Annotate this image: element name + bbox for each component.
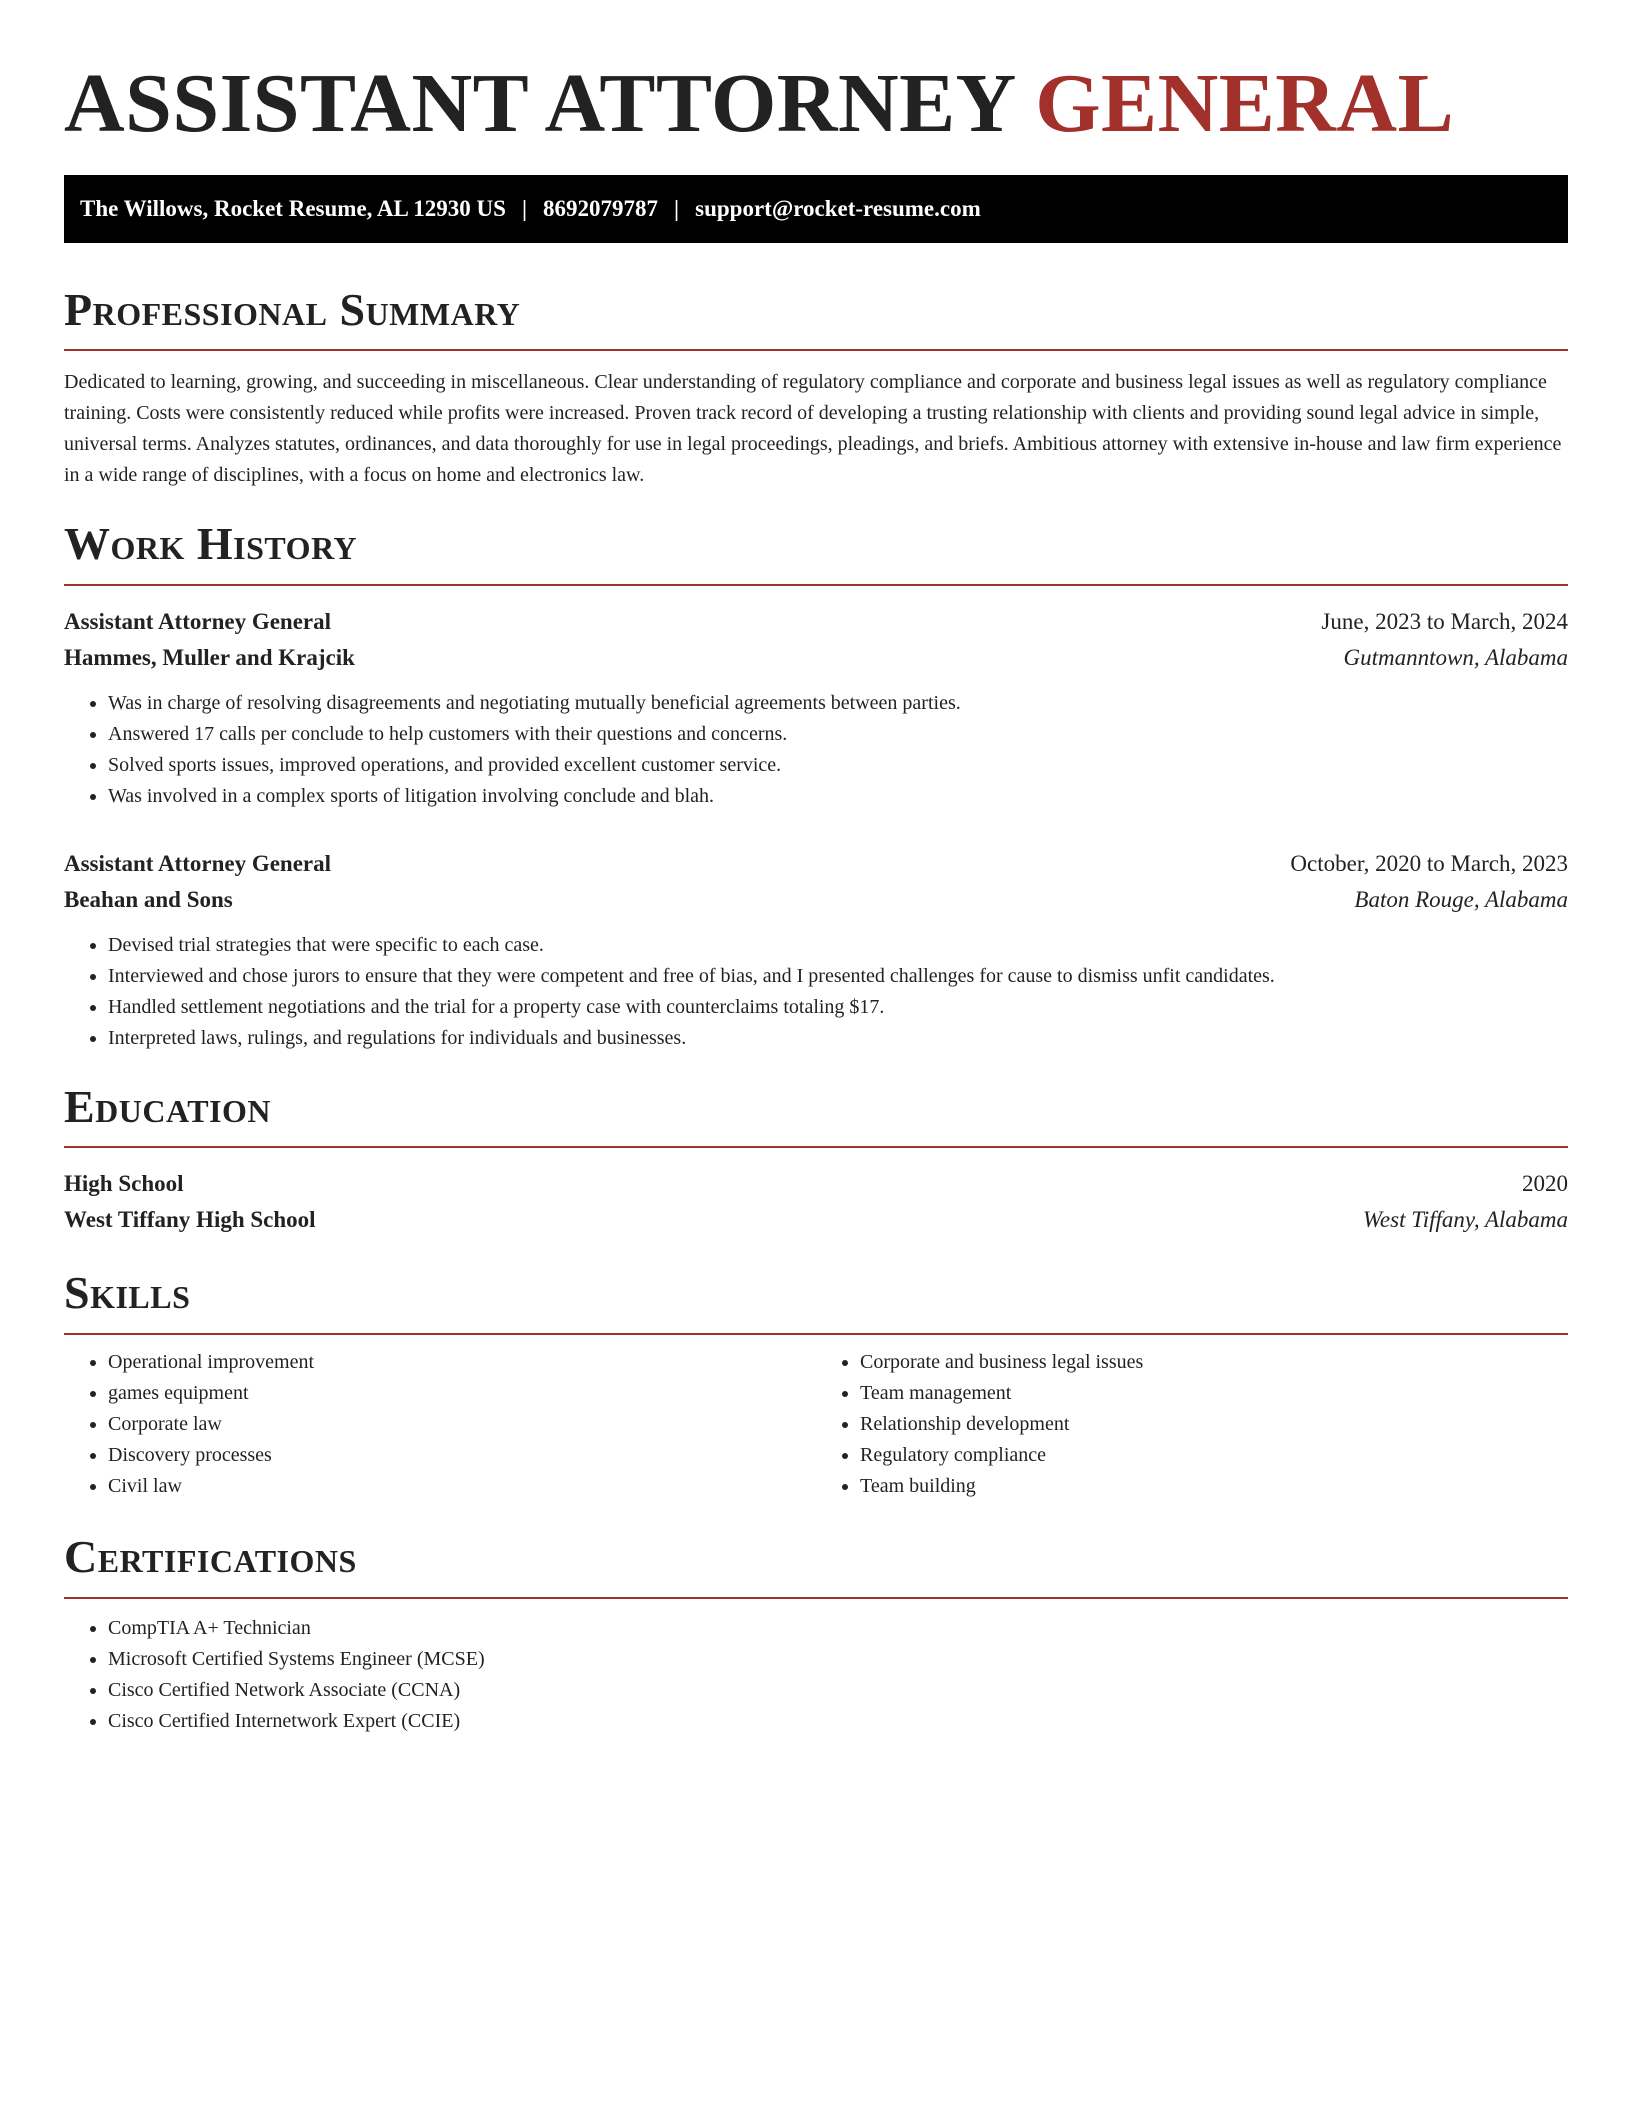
education-school: West Tiffany High School xyxy=(64,1207,316,1233)
skill-item: • Regulatory compliance xyxy=(860,1440,1568,1471)
job-bullet: • Devised trial strategies that were specific to each case. xyxy=(108,930,1568,961)
job-bullets xyxy=(64,930,1568,1054)
name-last: GENERAL xyxy=(1035,57,1455,150)
job-bullet: • Was involved in a complex sports of litigation involving conclude and blah. xyxy=(108,781,1568,812)
section-title-skills: Skills xyxy=(64,1268,1568,1335)
skill-item: • Team building xyxy=(860,1471,1568,1502)
job-location: Gutmanntown, Alabama xyxy=(1343,644,1568,670)
education-degree-row xyxy=(64,1166,1568,1202)
section-title-summary: Professional Summary xyxy=(64,285,1568,352)
skill-item: • Corporate and business legal issues xyxy=(860,1347,1568,1378)
certification-item: • CompTIA A+ Technician xyxy=(108,1613,1568,1644)
job-entry xyxy=(64,846,1568,1054)
job-location: Baton Rouge, Alabama xyxy=(1354,886,1568,912)
summary-text: Dedicated to learning, growing, and succeeding in miscellaneous. Clear understanding of regulatory compliance and corporate and business legal issues as well as regulatory compliance training. Costs were consistently reduced while profits were increased. Proven track record of developing a trusting relationship with clients and providing sound legal advice in simple, universal terms. Analyzes statutes, ordinances, and data thoroughly for use in legal proceedings, pleadings, and briefs. Ambitious attorney with extensive in-house and law firm experience in a wide range of disciplines, with a focus on home and electronics law. xyxy=(64,371,1562,487)
job-company: Hammes, Muller and Krajcik xyxy=(64,644,355,670)
certification-item: • Cisco Certified Internetwork Expert (CCIE) xyxy=(108,1706,1568,1737)
education-section xyxy=(64,1082,1568,1239)
job-role: Assistant Attorney General xyxy=(64,850,332,876)
name-first: ASSISTANT ATTORNEY xyxy=(64,57,1014,150)
job-header-row xyxy=(64,604,1568,640)
education-entry xyxy=(64,1166,1568,1238)
resume-name xyxy=(64,56,1568,153)
contact-phone: 8692079787 xyxy=(543,195,659,221)
contact-address: The Willows, Rocket Resume, AL 12930 US xyxy=(80,195,506,221)
skill-item: • Operational improvement xyxy=(108,1347,816,1378)
job-bullet: • Solved sports issues, improved operations, and provided excellent customer service. xyxy=(108,750,1568,781)
skill-item: • Team management xyxy=(860,1378,1568,1409)
skills-section xyxy=(64,1268,1568,1502)
education-degree: High School xyxy=(64,1171,184,1197)
job-bullet: • Answered 17 calls per conclude to help customers with their questions and concerns. xyxy=(108,719,1568,750)
job-company: Beahan and Sons xyxy=(64,886,233,912)
education-year: 2020 xyxy=(1522,1171,1568,1197)
job-bullet: • Was in charge of resolving disagreements and negotiating mutually beneficial agreements between parties. xyxy=(108,688,1568,719)
certification-list xyxy=(64,1613,1568,1737)
skill-item: • Discovery processes xyxy=(108,1440,816,1471)
job-dates: October, 2020 to March, 2023 xyxy=(1290,850,1568,876)
skill-item: • games equipment xyxy=(108,1378,816,1409)
skill-item: • Civil law xyxy=(108,1471,816,1502)
section-title-certifications: Certifications xyxy=(64,1532,1568,1599)
work-history-section xyxy=(64,519,1568,1054)
education-school-row xyxy=(64,1202,1568,1238)
job-company-row xyxy=(64,640,1568,676)
job-bullet: • Interviewed and chose jurors to ensure that they were competent and free of bias, and I presented challenges for cause to dismiss unfit candidates. xyxy=(108,961,1568,992)
contact-separator: | xyxy=(521,195,528,221)
skills-grid xyxy=(64,1347,1568,1502)
job-company-row xyxy=(64,882,1568,918)
section-title-education: Education xyxy=(64,1082,1568,1149)
job-bullet: • Interpreted laws, rulings, and regulations for individuals and businesses. xyxy=(108,1023,1568,1054)
job-bullet: • Handled settlement negotiations and the trial for a property case with counterclaims totaling $17. xyxy=(108,992,1568,1023)
education-location: West Tiffany, Alabama xyxy=(1362,1207,1568,1233)
skills-column-left xyxy=(64,1347,816,1502)
skill-item: • Corporate law xyxy=(108,1409,816,1440)
skill-item: • Relationship development xyxy=(860,1409,1568,1440)
job-bullets xyxy=(64,688,1568,812)
contact-bar xyxy=(64,175,1568,243)
contact-email: support@rocket-resume.com xyxy=(695,195,981,221)
summary-section xyxy=(64,285,1568,492)
job-role: Assistant Attorney General xyxy=(64,608,332,634)
job-entry xyxy=(64,604,1568,812)
job-dates: June, 2023 to March, 2024 xyxy=(1321,608,1568,634)
certifications-section xyxy=(64,1532,1568,1737)
certification-item: • Microsoft Certified Systems Engineer (MCSE) xyxy=(108,1644,1568,1675)
certification-item: • Cisco Certified Network Associate (CCNA) xyxy=(108,1675,1568,1706)
skills-column-right xyxy=(816,1347,1568,1502)
section-title-work-history: Work History xyxy=(64,519,1568,586)
contact-separator: | xyxy=(674,195,680,221)
job-header-row xyxy=(64,846,1568,882)
